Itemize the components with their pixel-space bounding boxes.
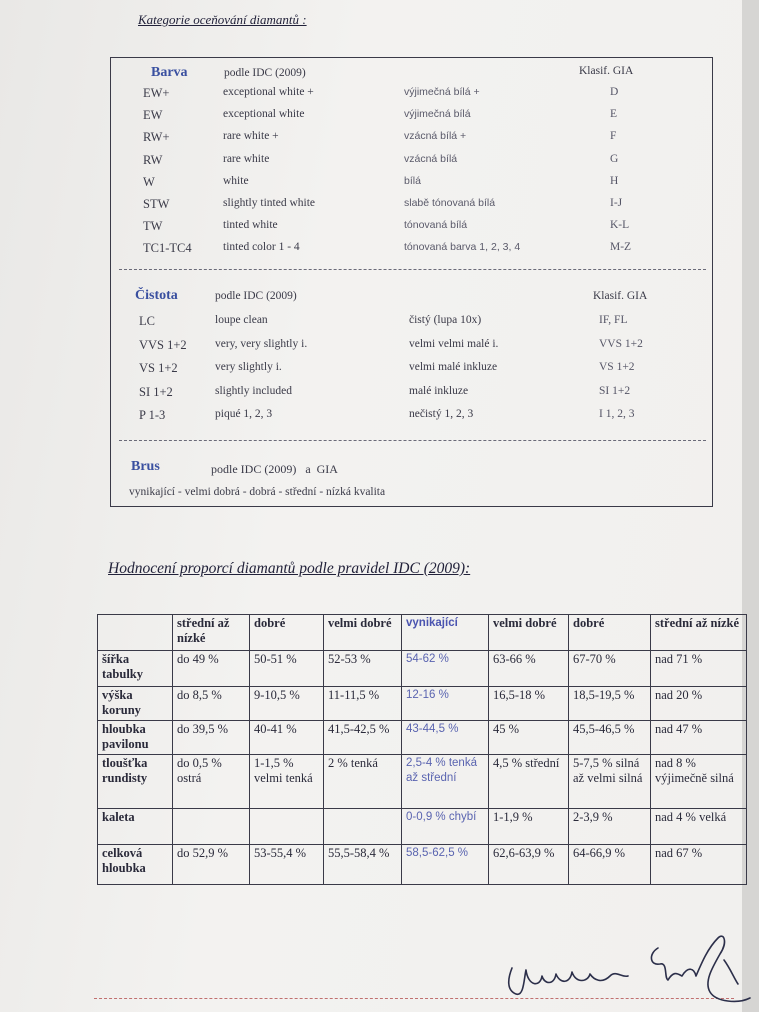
proportion-value: 1-1,9 % [489, 809, 569, 845]
grading-categories-heading: Kategorie oceňování diamantů : [138, 12, 307, 27]
color-code: STW [143, 197, 170, 211]
proportions-column-header: dobré [250, 615, 324, 651]
proportion-value: 0-0,9 % chybí [402, 809, 489, 845]
proportion-value: 2 % tenká [324, 755, 402, 809]
clarity-gia-grade: SI 1+2 [599, 384, 631, 397]
clarity-section-title: Čistota [135, 288, 178, 303]
proportions-column-header: střední až nízké [651, 615, 747, 651]
proportion-value: nad 71 % [651, 651, 747, 687]
color-code: TW [143, 219, 163, 234]
color-code: EW [143, 108, 163, 123]
cut-section-subtitle: podle IDC (2009) a GIA [211, 462, 338, 476]
clarity-name-en: loupe clean [215, 314, 268, 326]
color-gia-grade: I-J [610, 197, 623, 209]
proportion-parameter: výška koruny [98, 687, 173, 721]
proportion-parameter: tloušťka rundisty [98, 755, 173, 809]
color-name-en: exceptional white + [223, 86, 314, 98]
clarity-name-cz: velmi malé inkluze [409, 361, 498, 373]
clarity-gia-grade: VVS 1+2 [599, 337, 643, 350]
proportion-value: 45,5-46,5 % [569, 721, 651, 755]
proportion-value: do 0,5 % ostrá [173, 755, 250, 809]
color-section-subtitle: podle IDC (2009) [224, 67, 306, 79]
proportion-value: 45 % [489, 721, 569, 755]
clarity-name-en: very slightly i. [215, 361, 282, 373]
color-gia-grade: H [610, 174, 619, 187]
clarity-code: LC [139, 314, 155, 328]
color-section-title: Barva [151, 65, 188, 80]
clarity-name-cz: malé inkluze [409, 384, 469, 397]
clarity-name-cz: velmi velmi malé i. [409, 337, 499, 350]
clarity-name-cz: čistý (lupa 10x) [409, 314, 482, 326]
proportion-value: 11-11,5 % [324, 687, 402, 721]
color-name-cz: výjimečná bílá [404, 108, 471, 121]
color-name-en: tinted color 1 - 4 [223, 241, 300, 254]
color-name-en: rare white [223, 152, 270, 165]
proportion-value: 63-66 % [489, 651, 569, 687]
proportion-value: 52-53 % [324, 651, 402, 687]
proportions-column-header: velmi dobré [489, 615, 569, 651]
proportions-column-header: střední až nízké [173, 615, 250, 651]
color-name-en: slightly tinted white [223, 197, 315, 209]
clarity-gia-label: Klasif. GIA [593, 290, 648, 302]
table-row [98, 809, 747, 845]
color-name-cz: tónovaná bílá [404, 219, 468, 232]
proportions-column-header: velmi dobré [324, 615, 402, 651]
proportion-value: 41,5-42,5 % [324, 721, 402, 755]
color-gia-label: Klasif. GIA [579, 65, 634, 77]
cut-quality-scale: vynikající - velmi dobrá - dobrá - střední - nízká kvalita [129, 486, 386, 498]
proportion-value: 4,5 % střední [489, 755, 569, 809]
color-name-cz: vzácná bílá + [404, 130, 467, 143]
color-code: TC1-TC4 [143, 241, 192, 256]
proportion-value: 62,6-63,9 % [489, 845, 569, 885]
proportion-value: 2-3,9 % [569, 809, 651, 845]
color-code: RW [143, 152, 163, 167]
grading-categories-box [110, 57, 713, 507]
proportion-value [173, 809, 250, 845]
proportion-value: do 8,5 % [173, 687, 250, 721]
clarity-code: SI 1+2 [139, 384, 173, 399]
clarity-name-en: piqué 1, 2, 3 [215, 408, 273, 420]
table-row [98, 845, 747, 885]
proportion-value: 40-41 % [250, 721, 324, 755]
proportion-value [324, 809, 402, 845]
color-name-en: tinted white [223, 219, 278, 232]
proportions-column-header [98, 615, 173, 651]
proportion-value: 58,5-62,5 % [402, 845, 489, 885]
proportion-value: do 39,5 % [173, 721, 250, 755]
color-code: EW+ [143, 86, 170, 100]
color-name-en: rare white + [223, 130, 279, 143]
color-name-en: white [223, 174, 249, 187]
proportion-value: do 52,9 % [173, 845, 250, 885]
proportion-value: nad 20 % [651, 687, 747, 721]
proportion-value: nad 4 % velká [651, 809, 747, 845]
clarity-code: P 1-3 [139, 408, 166, 422]
proportions-column-header: dobré [569, 615, 651, 651]
proportions-heading: Hodnocení proporcí diamantů podle pravidel IDC (2009): [108, 560, 471, 577]
section-divider [119, 440, 706, 441]
proportion-parameter: kaleta [98, 809, 173, 845]
color-code: RW+ [143, 130, 170, 145]
color-gia-grade: E [610, 108, 618, 121]
proportion-value: 67-70 % [569, 651, 651, 687]
clarity-name-en: very, very slightly i. [215, 337, 308, 350]
proportion-parameter: celková hloubka [98, 845, 173, 885]
clarity-gia-grade: VS 1+2 [599, 361, 635, 373]
clarity-name-en: slightly included [215, 384, 292, 397]
proportion-value: 18,5-19,5 % [569, 687, 651, 721]
table-row [98, 721, 747, 755]
proportion-value: 43-44,5 % [402, 721, 489, 755]
proportion-value: 12-16 % [402, 687, 489, 721]
clarity-code: VS 1+2 [139, 361, 178, 375]
color-name-cz: výjimečná bílá + [404, 86, 480, 98]
clarity-gia-grade: IF, FL [599, 314, 628, 326]
proportions-column-header: vynikající [402, 615, 489, 651]
proportion-value: 5-7,5 % silná až velmi silná [569, 755, 651, 809]
proportion-value: do 49 % [173, 651, 250, 687]
clarity-gia-grade: I 1, 2, 3 [599, 408, 635, 420]
proportion-value: 2,5-4 % tenká až střední [402, 755, 489, 809]
clarity-code: VVS 1+2 [139, 337, 187, 352]
color-gia-grade: F [610, 130, 617, 143]
proportion-value: 50-51 % [250, 651, 324, 687]
color-gia-grade: G [610, 152, 619, 165]
proportion-value: 64-66,9 % [569, 845, 651, 885]
color-name-cz: bílá [404, 174, 421, 187]
proportion-value: 1-1,5 % velmi tenká [250, 755, 324, 809]
color-name-cz: slabě tónovaná bílá [404, 197, 496, 209]
color-name-cz: tónovaná barva 1, 2, 3, 4 [404, 241, 521, 254]
cut-section-title: Brus [131, 459, 160, 474]
proportion-parameter: šířka tabulky [98, 651, 173, 687]
handwritten-signature [498, 918, 756, 1010]
proportion-value: 53-55,4 % [250, 845, 324, 885]
color-name-cz: vzácná bílá [404, 152, 458, 165]
proportion-value: nad 67 % [651, 845, 747, 885]
table-row [98, 651, 747, 687]
color-code: W [143, 174, 155, 189]
proportion-value: 54-62 % [402, 651, 489, 687]
color-gia-grade: M-Z [610, 241, 632, 254]
proportion-parameter: hloubka pavilonu [98, 721, 173, 755]
proportions-header-row [98, 615, 747, 651]
proportion-value: 55,5-58,4 % [324, 845, 402, 885]
proportion-value: 9-10,5 % [250, 687, 324, 721]
clarity-name-cz: nečistý 1, 2, 3 [409, 408, 474, 420]
color-gia-grade: K-L [610, 219, 630, 232]
clarity-section-subtitle: podle IDC (2009) [215, 290, 297, 302]
table-row [98, 687, 747, 721]
proportion-value: nad 47 % [651, 721, 747, 755]
proportion-value: nad 8 % výjimečně silná [651, 755, 747, 809]
section-divider [119, 269, 706, 270]
proportions-table [97, 614, 747, 885]
color-name-en: exceptional white [223, 108, 305, 121]
proportion-value: 16,5-18 % [489, 687, 569, 721]
table-row [98, 755, 747, 809]
proportion-value [250, 809, 324, 845]
color-gia-grade: D [610, 86, 619, 98]
